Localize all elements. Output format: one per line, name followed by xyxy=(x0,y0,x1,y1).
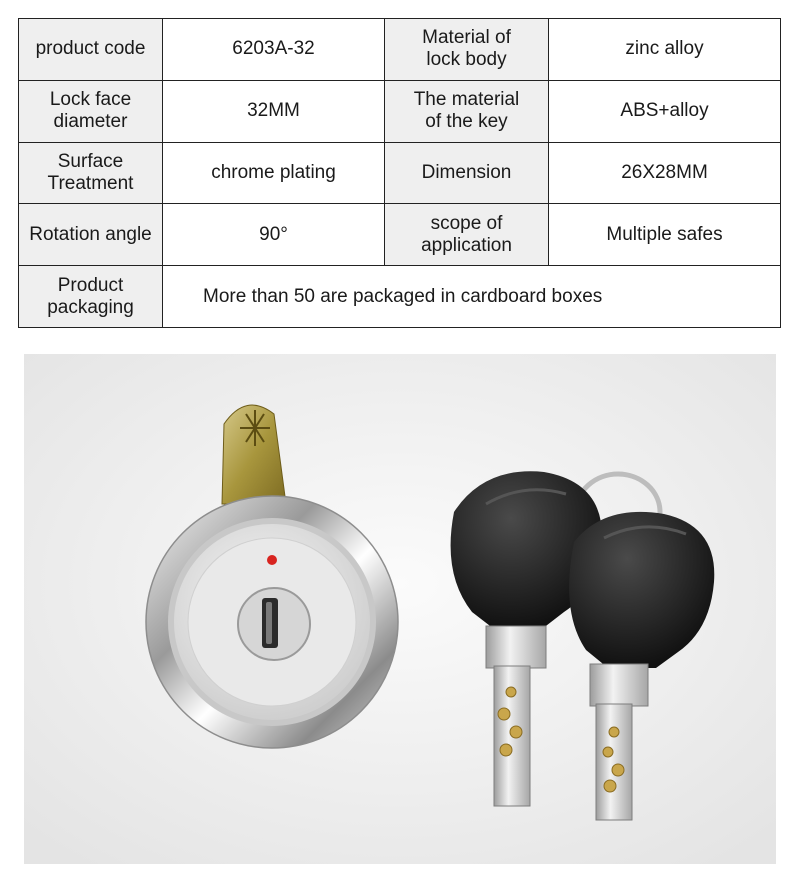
dimension-value: 26X28MM xyxy=(549,142,781,204)
table-row xyxy=(19,266,781,328)
surface-treatment-label: Surface Treatment xyxy=(19,142,163,204)
table-row xyxy=(19,142,781,204)
product-photo xyxy=(24,354,776,864)
rotation-angle-label: Rotation angle xyxy=(19,204,163,266)
surface-treatment-value: chrome plating xyxy=(163,142,385,204)
indicator-dot xyxy=(267,555,277,565)
dimension-label: Dimension xyxy=(385,142,549,204)
lock-face-diameter-value: 32MM xyxy=(163,80,385,142)
key-material-label: The material of the key xyxy=(385,80,549,142)
product-code-label: product code xyxy=(19,19,163,81)
table-row xyxy=(19,80,781,142)
table-row xyxy=(19,204,781,266)
rotation-angle-value: 90° xyxy=(163,204,385,266)
scope-of-application-label: scope of application xyxy=(385,204,549,266)
scope-of-application-value: Multiple safes xyxy=(549,204,781,266)
product-packaging-value: More than 50 are packaged in cardboard boxes xyxy=(163,266,781,328)
lock-face-diameter-label: Lock face diameter xyxy=(19,80,163,142)
cam-lock xyxy=(146,496,398,748)
product-packaging-label: Product packaging xyxy=(19,266,163,328)
key-material-value: ABS+alloy xyxy=(549,80,781,142)
spec-table xyxy=(18,18,781,328)
table-row xyxy=(19,19,781,81)
lock-body-material-value: zinc alloy xyxy=(549,19,781,81)
lock-body-material-label: Material of lock body xyxy=(385,19,549,81)
product-code-value: 6203A-32 xyxy=(163,19,385,81)
